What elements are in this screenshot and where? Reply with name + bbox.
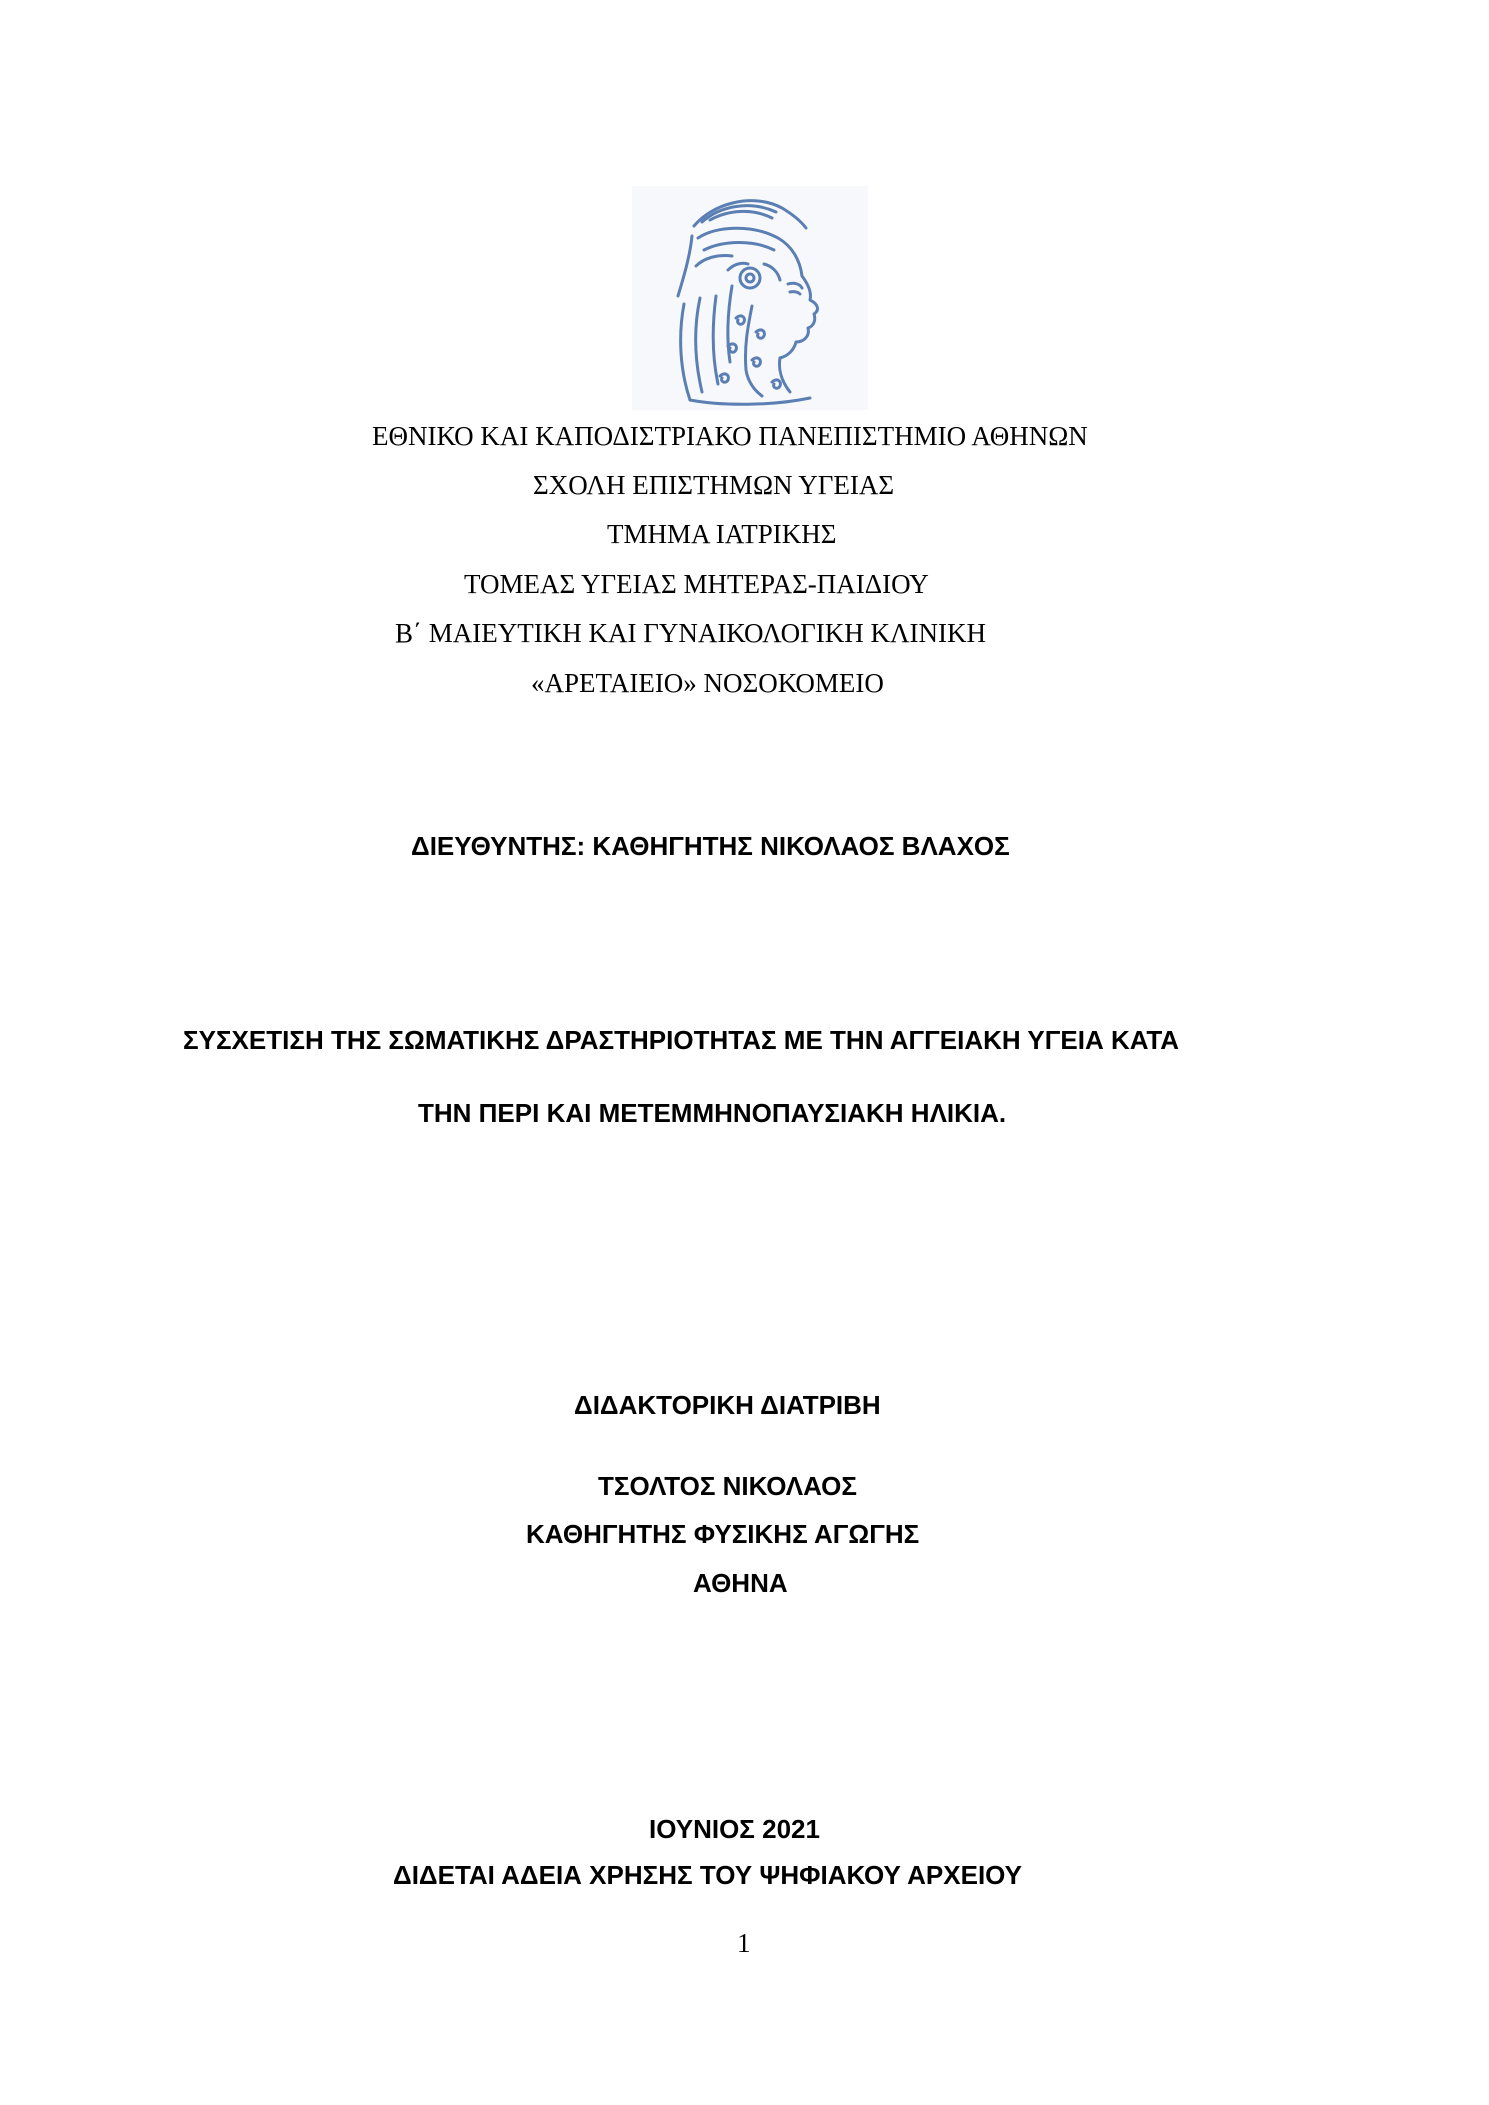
page-number: 1 xyxy=(737,1928,751,1958)
hospital-name: «ΑΡΕΤΑΙΕΙΟ» ΝΟΣΟΚΟΜΕΙΟ xyxy=(531,668,884,698)
director-line: ΔΙΕΥΘΥΝΤΗΣ: ΚΑΘΗΓΗΤΗΣ ΝΙΚΟΛΑΟΣ ΒΛΑΧΟΣ xyxy=(411,831,1010,861)
university-name: ΕΘΝΙΚΟ ΚΑΙ ΚΑΠΟΔΙΣΤΡΙΑΚΟ ΠΑΝΕΠΙΣΤΗΜΙΟ ΑΘΗΝΩΝ xyxy=(372,421,1088,451)
clinic-name: Β΄ ΜΑΙΕΥΤΙΚΗ ΚΑΙ ΓΥΝΑΙΚΟΛΟΓΙΚΗ ΚΛΙΝΙΚΗ xyxy=(395,618,987,648)
thesis-type: ΔΙΔΑΚΤΟΡΙΚΗ ΔΙΑΤΡΙΒΗ xyxy=(574,1390,881,1420)
department-name: ΤΜΗΜΑ ΙΑΤΡΙΚΗΣ xyxy=(607,519,837,549)
date: ΙΟΥΝΙΟΣ 2021 xyxy=(649,1814,820,1844)
thesis-title-line-2: ΤΗΝ ΠΕΡΙ ΚΑΙ ΜΕΤΕΜΜΗΝΟΠΑΥΣΙΑΚΗ ΗΛΙΚΙΑ. xyxy=(418,1098,1007,1128)
university-logo-athena-icon xyxy=(632,186,868,410)
school-name: ΣΧΟΛΗ ΕΠΙΣΤΗΜΩΝ ΥΓΕΙΑΣ xyxy=(533,470,895,500)
license-notice: ΔΙΔΕΤΑΙ ΑΔΕΙΑ ΧΡΗΣΗΣ ΤΟΥ ΨΗΦΙΑΚΟΥ ΑΡΧΕΙΟΥ xyxy=(393,1860,1023,1890)
city: ΑΘΗΝΑ xyxy=(693,1568,788,1598)
author-name: ΤΣΟΛΤΟΣ ΝΙΚΟΛΑΟΣ xyxy=(598,1471,858,1501)
author-role: ΚΑΘΗΓΗΤΗΣ ΦΥΣΙΚΗΣ ΑΓΩΓΗΣ xyxy=(526,1519,920,1549)
sector-name: ΤΟΜΕΑΣ ΥΓΕΙΑΣ ΜΗΤΕΡΑΣ-ΠΑΙΔΙΟΥ xyxy=(464,569,929,599)
thesis-title-line-1: ΣΥΣΧΕΤΙΣΗ ΤΗΣ ΣΩΜΑΤΙΚΗΣ ΔΡΑΣΤΗΡΙΟΤΗΤΑΣ ΜΕ ΤΗΝ ΑΓΓΕΙΑΚΗ ΥΓΕΙΑ ΚΑΤΑ xyxy=(183,1025,1180,1055)
